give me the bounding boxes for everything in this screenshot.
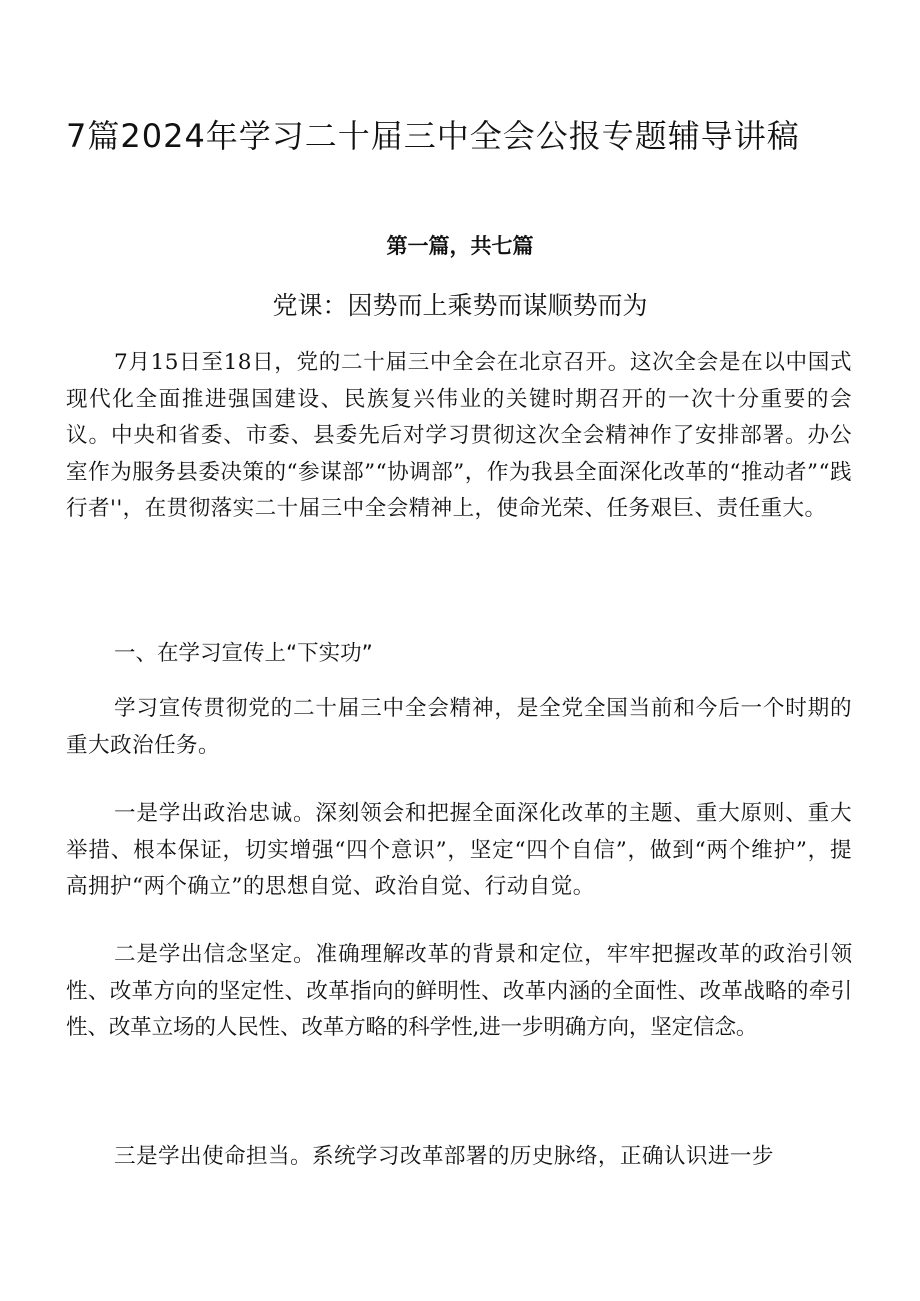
body-paragraph: 学习宣传贯彻党的二十届三中全会精神，是全党全国当前和今后一个时期的重大政治任务。 <box>66 696 852 758</box>
body-paragraph: 一是学出政治忠诚。深刻领会和把握全面深化改革的主题、重大原则、重大举措、根本保证，切实增强“四个意识”，坚定“四个自信”，做到“两个维护”，提高拥护“两个确立”的思想自觉、政治自觉、行动自觉。 <box>66 801 852 900</box>
document-title: 7篇2024年学习二十届三中全会公报专题辅导讲稿 <box>66 117 800 155</box>
part-label: 第一篇，共七篇 <box>386 233 534 258</box>
lecture-title: 党课：因势而上乘势而谋顺势而为 <box>272 291 648 320</box>
body-paragraph: 三是学出使命担当。系统学习改革部署的历史脉络，正确认识进一步 <box>114 1144 774 1169</box>
intro-paragraph: 7月15日至18日，党的二十届三中全会在北京召开。这次全会是在以中国式现代化全面推进强国建设、民族复兴伟业的关键时期召开的一次十分重要的会议。中央和省委、市委、县委先后对学习贯彻这次全会精神作了安排部署。办公室作为服务县委决策的“参谋部”“协调部”，作为我县全面深化改革的“推动者”“践行者''，在贯彻落实二十届三中全会精神上，使命光荣、任务艰巨、责任重大。 <box>66 350 852 522</box>
body-paragraph: 二是学出信念坚定。准确理解改革的背景和定位，牢牢把握改革的政治引领性、改革方向的坚定性、改革指向的鲜明性、改革内涵的全面性、改革战略的牵引性、改革立场的人民性、改革方略的科学性,进一步明确方向，坚定信念。 <box>66 942 852 1041</box>
section-heading: 一、在学习宣传上“下实功” <box>114 641 373 666</box>
